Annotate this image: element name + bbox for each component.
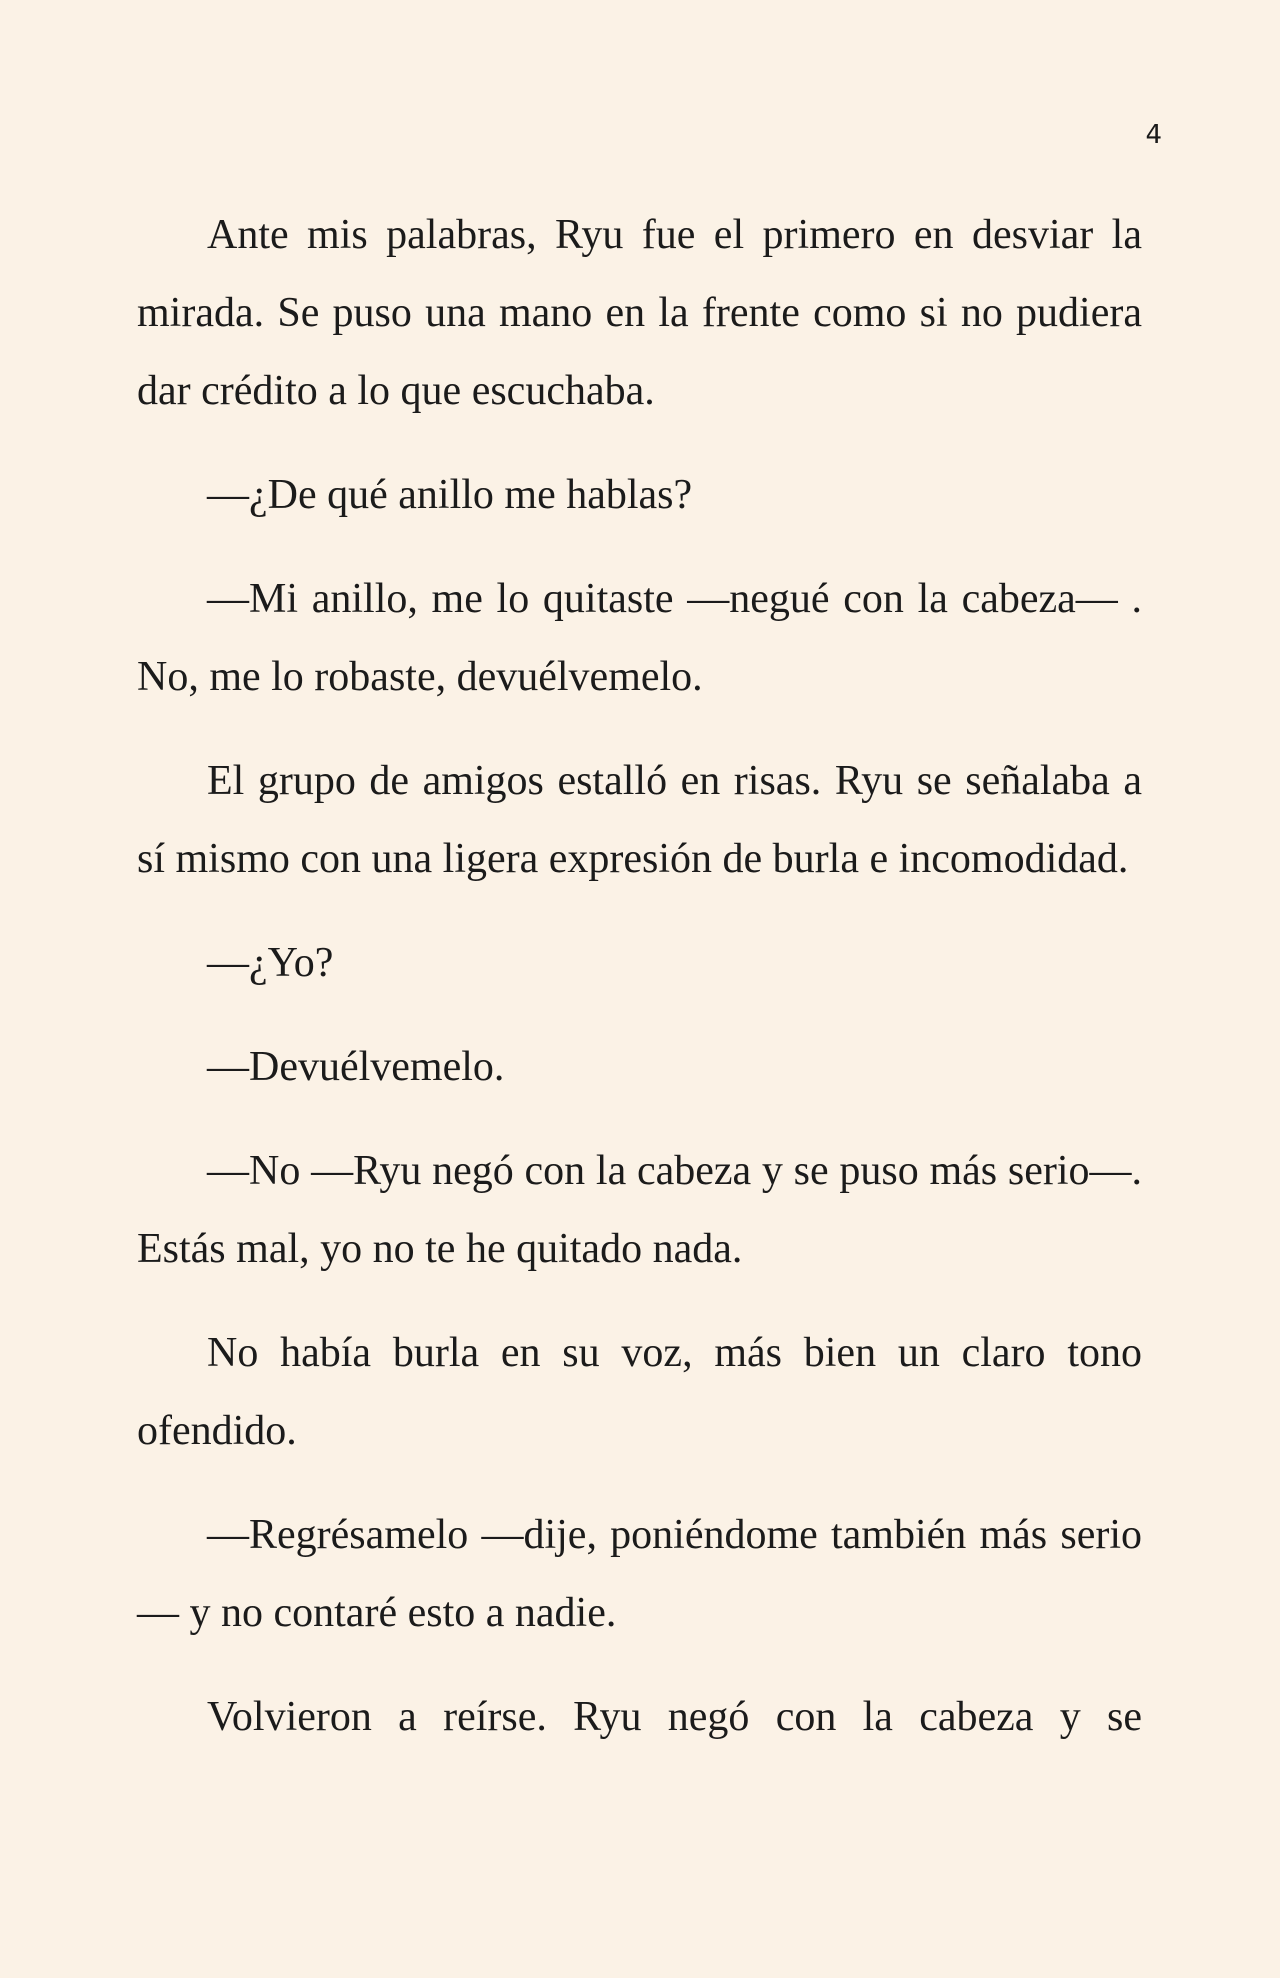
paragraph: Ante mis palabras, Ryu fue el primero en desviar la mirada. Se puso una mano en la frente como si no pudiera dar crédito a lo que escuchaba. — [137, 212, 1142, 414]
paragraph: —¿De qué anillo me hablas? — [207, 472, 693, 518]
page-number: 4 — [1145, 120, 1162, 150]
paragraph: —No —Ryu negó con la cabeza y se puso más serio—. Estás mal, yo no te he quitado nada. — [137, 1148, 1142, 1272]
paragraph: —¿Yo? — [207, 940, 334, 986]
body-text — [137, 196, 1142, 1782]
paragraph: —Devuélvemelo. — [207, 1044, 505, 1090]
paragraph: No había burla en su voz, más bien un claro tono ofendido. — [137, 1330, 1142, 1454]
paragraph: —Mi anillo, me lo quitaste —negué con la cabeza— . No, me lo robaste, devuélvemelo. — [137, 576, 1142, 700]
paragraph: El grupo de amigos estalló en risas. Ryu se señalaba a sí mismo con una ligera expresión de burla e incomodidad. — [137, 758, 1142, 882]
paragraph: —Regrésamelo —dije, poniéndome también más serio— y no contaré esto a nadie. — [137, 1512, 1142, 1636]
paragraph: Volvieron a reírse. Ryu negó con la cabeza y se — [207, 1694, 1142, 1740]
